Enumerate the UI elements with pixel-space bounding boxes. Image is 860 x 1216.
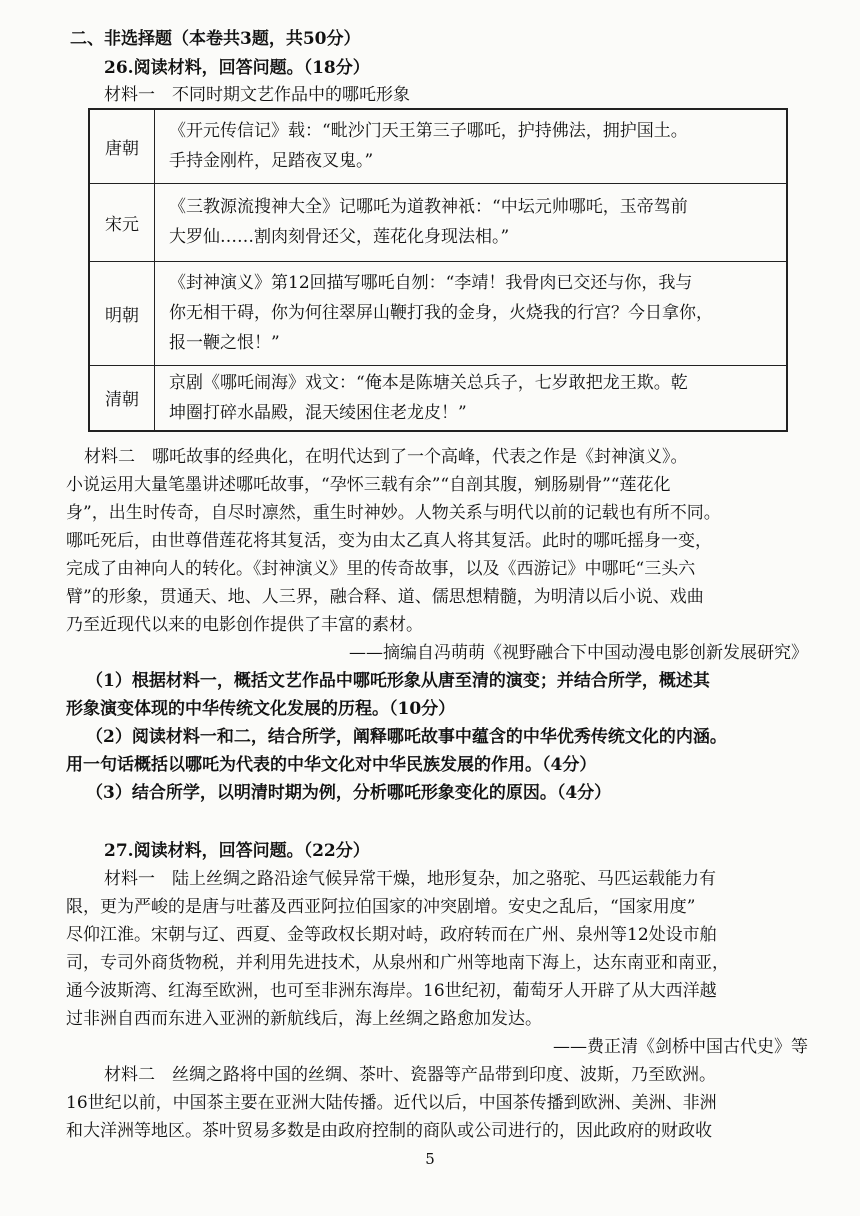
q26-material2-line: 完成了由神向人的转化。《封神演义》里的传奇故事，以及《西游记》中哪吒“三头六 — [66, 559, 696, 579]
question-26-title: 26.阅读材料，回答问题。（18分） — [104, 58, 370, 78]
era-cell: 清朝 — [89, 365, 155, 431]
q27-material1-source: ——费正清《剑桥中国古代史》等 — [553, 1037, 808, 1057]
q26-subquestion: （2）阅读材料一和二，结合所学，阐释哪吒故事中蕴含的中华优秀传统文化的内涵。 — [86, 727, 727, 747]
q26-material2-line: 材料二 哪吒故事的经典化，在明代达到了一个高峰，代表之作是《封神演义》。 — [84, 447, 688, 467]
cell-line: 坤圈打碎水晶殿，混天绫困住老龙皮！” — [169, 402, 467, 423]
q26-material2-source: ——摘编自冯萌萌《视野融合下中国动漫电影创新发展研究》 — [349, 643, 808, 663]
q27-material1-line: 尽仰江淮。宋朝与辽、西夏、金等政权长期对峙，政府转而在广州、泉州等12处设市舶 — [66, 925, 717, 945]
description-cell — [155, 109, 788, 183]
description-cell — [155, 261, 788, 365]
q26-subquestion: 形象演变体现的中华传统文化发展的历程。（10分） — [66, 699, 456, 719]
cell-line: 《开元传信记》载：“毗沙门天王第三子哪吒，护持佛法，拥护国土。 — [169, 121, 688, 142]
q27-material2-line: 和大洋洲等地区。茶叶贸易多数是由政府控制的商队或公司进行的，因此政府的财政收 — [66, 1121, 712, 1141]
q27-material2-line: 16世纪以前，中国茶主要在亚洲大陆传播。近代以后，中国茶传播到欧洲、美洲、非洲 — [66, 1093, 717, 1113]
table-row — [89, 261, 787, 365]
q26-material2-line: 乃至近现代以来的电影创作提供了丰富的素材。 — [66, 615, 423, 635]
section-header: 二、非选择题（本卷共3题，共50分） — [70, 29, 361, 49]
cell-line: 你无相干碍，你为何往翠屏山鞭打我的金身，火烧我的行宫？今日拿你， — [169, 303, 713, 323]
q27-material1-line: 限，更为严峻的是唐与吐蕃及西亚阿拉伯国家的冲突剧增。安史之乱后，“国家用度” — [66, 897, 696, 917]
q26-material2-line: 小说运用大量笔墨讲述哪吒故事，“孕怀三载有余”“自剖其腹，剜肠剔骨”“莲花化 — [66, 475, 671, 495]
era-cell: 唐朝 — [89, 109, 155, 183]
table-row — [89, 183, 787, 261]
era-cell: 明朝 — [89, 261, 155, 365]
table-row — [89, 109, 787, 183]
cell-line: 大罗仙……割肉刻骨还父，莲花化身现法相。” — [169, 227, 510, 247]
q26-material1-title: 材料一 不同时期文艺作品中的哪吒形象 — [104, 85, 410, 105]
q27-material1-line: 通今波斯湾、红海至欧洲，也可至非洲东海岸。16世纪初，葡萄牙人开辟了从大西洋越 — [66, 981, 717, 1001]
cell-line: 京剧《哪吒闹海》戏文：“俺本是陈塘关总兵子，七岁敢把龙王欺。乾 — [169, 372, 688, 393]
q27-material2-line: 材料二 丝绸之路将中国的丝绸、茶叶、瓷器等产品带到印度、波斯，乃至欧洲。 — [104, 1065, 716, 1085]
q27-material1-line: 材料一 陆上丝绸之路沿途气候异常干燥，地形复杂，加之骆驼、马匹运载能力有 — [104, 869, 716, 889]
q26-material2-line: 身”，出生时传奇，自尽时凛然，重生时神妙。人物关系与明代以前的记载也有所不同。 — [66, 503, 721, 523]
q27-material1-line: 司，专司外商货物税，并利用先进技术，从泉州和广州等地南下海上，达东南亚和南亚， — [66, 953, 729, 973]
q27-material1-line: 过非洲自西而东进入亚洲的新航线后，海上丝绸之路愈加发达。 — [66, 1009, 542, 1029]
table-row — [89, 365, 787, 431]
q26-subquestion: 用一句话概括以哪吒为代表的中华文化对中华民族发展的作用。（4分） — [66, 755, 597, 775]
q26-material2-line: 哪吒死后，由世尊借莲花将其复活，变为由太乙真人将其复活。此时的哪吒摇身一变， — [66, 531, 712, 551]
cell-line: 《三教源流搜神大全》记哪吒为道教神祇：“中坛元帅哪吒，玉帝驾前 — [169, 197, 688, 217]
cell-line: 手持金刚杵，足踏夜叉鬼。” — [169, 151, 374, 172]
q26-subquestion: （1）根据材料一，概括文艺作品中哪吒形象从唐至清的演变；并结合所学，概述其 — [86, 671, 710, 691]
description-cell — [155, 183, 788, 261]
q26-subquestion: （3）结合所学，以明清时期为例，分析哪吒形象变化的原因。（4分） — [86, 783, 612, 803]
cell-line: 报一鞭之恨！” — [169, 333, 280, 353]
q26-material2-line: 臂”的形象，贯通天、地、人三界，融合释、道、儒思想精髓，为明清以后小说、戏曲 — [66, 587, 704, 607]
nezha-image-table — [88, 108, 788, 432]
era-cell: 宋元 — [89, 183, 155, 261]
description-cell — [155, 365, 788, 431]
page-number: 5 — [425, 1150, 435, 1168]
cell-line: 《封神演义》第12回描写哪吒自刎：“李靖！我骨肉已交还与你，我与 — [169, 273, 693, 293]
question-27-title: 27.阅读材料，回答问题。（22分） — [104, 841, 370, 861]
